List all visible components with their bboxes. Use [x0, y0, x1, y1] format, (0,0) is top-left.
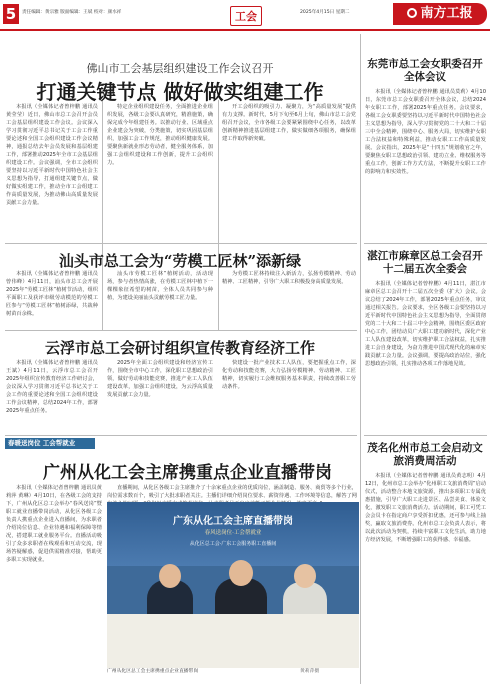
article-body: 汕头市劳模工匠林”植树活动，活动现场，参与者热情高涨，在劳模工匠林中植下一棵棵象征希望的树苗，全体人员共同参与种植，为建设美丽汕头贡献劳模工匠力量。: [107, 271, 213, 301]
article-body: 本报讯（全媒体记者曾梓鹏 通讯员黄莹莹）近日，佛山市总工会召开会员工会基层组织建设工作会议。会议深入学习贯彻习近平总书记关于工会工作重要论述和全国工会组织建设工作会议精神，通报总结去年会员发展和基层组建工作，部署推动2025年全市工会基层组织建设工作。会议强调，全市工会组织要坚持以习近平新时代中国特色社会主义思想为指导，打通组建关键节点，做好做实组建工作，推动全市工会组建工作高质量发展，为推动佛山高质量发展贡献工会力量。: [6, 104, 98, 206]
article-body: 直播期间，从化区各级工会主席推介了十余家重点企业的优质岗位，涵盖制造、服务、商贸等多个行业，岗位需求数百个，吸引了大批求职者关注。主播们详细介绍岗位要求、薪资待遇、工作环境等信息，解答了网: [107, 485, 357, 499]
article-divider: [364, 435, 487, 436]
article-divider: [364, 243, 487, 244]
article-divider: [5, 435, 357, 436]
column-divider: [360, 34, 361, 684]
logo-text: 南方工报: [420, 6, 473, 21]
article-headline: 东莞市总工会女职委召开全体会议: [367, 58, 483, 83]
article-headline: 云浮市总工会研讨组织宣传教育经济工作: [44, 339, 315, 357]
column-divider: [218, 100, 219, 330]
article-divider: [5, 330, 357, 331]
article-body: 2025年全面工会组织建设和经济宣传工作，围绕全市中心工作，深化职工思想政治引领，做好劳动和技能竞赛，推进产业工人队伍建设改革，加强工会组织建设，为云浮高质量发展贡献工会力量。: [107, 360, 213, 398]
header-rule: [0, 29, 490, 31]
page-number: 5: [3, 4, 19, 24]
article-body: 本报讯（全媒体记者曾梓鹏）4月11日，湛江市麻章区总工会召开十二届五次全委（扩大）会议。会议总结了2024年工作，部署2025年重点任务，审议通过相关报告。会议要求，全区各级工会要坚持以习近平新时代中国特色社会主义思想为指导，全面贯彻党的二十大和二十届三中全会精神，围绕区委区政府中心工作，团结动员广大职工建功新时代，深化产业工人队伍建设改革，切实维护职工合法权益，扎实推进工会自身建设，为奋力推进中国式现代化的麻章实践贡献工会力量。会议强调，要提高政治站位，强化思想政治引领，扎实推动各项工作落地见效。: [365, 281, 486, 367]
article-headline: 打通关键节点 做好做实组建工作: [36, 80, 324, 104]
article-body: 本报讯（全媒体记者曾梓鹏 通讯员王斌）4月11日，云浮市总工会召开2025年组织宣传教育经济工作研讨会，会议深入学习贯彻习近平总书记关于工会工作的重要论述和全国工会组织建设工作会议精神，总结2024年工作，部署2025年重点任务。: [6, 360, 98, 414]
article-divider: [5, 243, 357, 244]
news-photo: [107, 502, 359, 668]
desk: [107, 614, 359, 668]
column-divider: [102, 100, 103, 330]
newspaper-logo: [393, 3, 487, 25]
article-body: 本报讯（全媒体记者曾梓鹏 通讯员曾伟峰）4月11日，汕头市总工会开展2025年“劳模工匠林”植树节活动，组织平面职工及获评市级劳动模范的劳模工匠参与“劳模工匠林”植树添绿，共栽种树苗百余株。: [6, 271, 98, 317]
sun-logo-icon: [407, 8, 417, 18]
article-body: 本报讯（全媒体记者曾梓鹏 通讯员莫莉）4月10日，东莞市总工会女职委召开全体会议，总结2024年女职工工作，部署2025年重点任务。会议要求，各级工会女职委要坚持以习近平新时代中国特色社会主义思想为指导，深入学习贯彻党的二十大和二十届三中全会精神，围绕中心、服务大局，切实维护女职工合法权益和特殊利益，推动女职工工作高质量发展。会议指出，2025年是“十四五”规划收官之年，要聚焦女职工思想政治引领、建功立业、维权服务等重点工作，创新工作方式方法，不断提升女职工工作的影响力和实效性。: [365, 89, 486, 175]
article-body: 快建设一批产业技术工人队伍，要把握重点工作，深化劳动和技能竞赛，大力弘扬劳模精神、劳动精神、工匠精神，切实履行工会维权服务基本职责，持续改善职工劳动条件。: [222, 360, 356, 390]
editor-info: 责任编辑：黄宗雅 版面编辑：王斌 校对：颜水祥: [22, 10, 122, 15]
issue-date: 2025年4月15日 星期二: [300, 10, 350, 15]
column-tag: 春暖送岗位 工会帮就业: [5, 438, 95, 449]
article-headline: 广州从化工会主席携重点企业直播带岗: [43, 463, 332, 483]
photo-caption: 广州从化区总工会主席携重点企业直播带岗: [107, 669, 199, 674]
article-body: 为劳模工匠林持续注入新活力，弘扬劳模精神、劳动精神、工匠精神，引导广大职工积极投身高质量发展。: [222, 271, 356, 285]
person-center-head: [229, 560, 253, 586]
backdrop-title: 广东从化工会主席直播带岗: [173, 516, 293, 527]
article-body: 本报讯（全媒体记者曾梓鹏 通讯员黄莉萍 黄琳）4月10日，在各级工会的支持下，广州从化区总工会举办“春风送岗”暨职工就业直播带岗活动，从化区各级工会负责人携重点企业进入直播间，为求职者介绍岗位信息、企业待遇和福利保障等情况，搭建职工就业服务平台。直播活动吸引了众多求职者在线观看和互动交流，现场答疑解惑，促进供需精准对接，帮助更多职工实现就业。: [6, 485, 102, 563]
person-right-head: [294, 564, 316, 588]
article-headline: 汕头市总工会为“劳模工匠林”添新绿: [58, 252, 302, 270]
backdrop-line: 从化区总工会·广东工会服务职工直播间: [189, 541, 277, 547]
backdrop-subtitle: 春风送岗位·工会帮就业: [204, 530, 262, 536]
person-left-head: [159, 564, 181, 588]
article-kicker: 佛山市工会基层组织建设工作会议召开: [86, 62, 274, 75]
article-body: 特定企业组织建设任务，全面推进企业组织发展，各级工会要认真研究，精准施策，确保完成今年组建任务。以推动行业、区域重点企业建会为突破，分类施策，切实巩固基层组织，加强工会工作规范，推动组织健康发展。要聚焦新就业形态劳动者，健全服务体系，加强工会组织建设和工作创新，提升工会组织力。: [107, 104, 213, 166]
article-headline: 湛江市麻章区总工会召开十二届五次全委会: [367, 250, 483, 275]
article-body: 本报讯（全媒体记者曾梓鹏 通讯员黄志明）4月12日，化州市总工会举办“化州职工文旅消费周”启动仪式，活动整合本地文旅资源，推出多项职工专属优惠措施，引导广大职工走进景区、品尝美食、体验文化，激发职工文旅消费活力。活动期间，职工可凭工会会员卡在指定商户享受折扣优惠，还可参与线上抽奖，赢取文旅消费券。化州市总工会负责人表示，将以此次活动为契机，持续丰富职工文化生活，助力地方经济发展，不断增强职工的获得感、幸福感。: [365, 473, 486, 543]
article-headline: 茂名化州市总工会启动文旅消费周活动: [367, 442, 483, 467]
photo-credit: 黄莉萍摄: [300, 669, 320, 674]
article-body: 开工会组织的吸引力、凝聚力，为“高质量发展”提供有力支撑。新时代，5月下旬至6月上旬，佛山市总工会党组召开会议，全市各级工会要紧紧围绕中心任务，以改革创新精神推进基层组建工作，做实做细各项服务，确保组建工作取得新突破。: [222, 104, 356, 142]
section-tag: 工会: [230, 6, 262, 26]
